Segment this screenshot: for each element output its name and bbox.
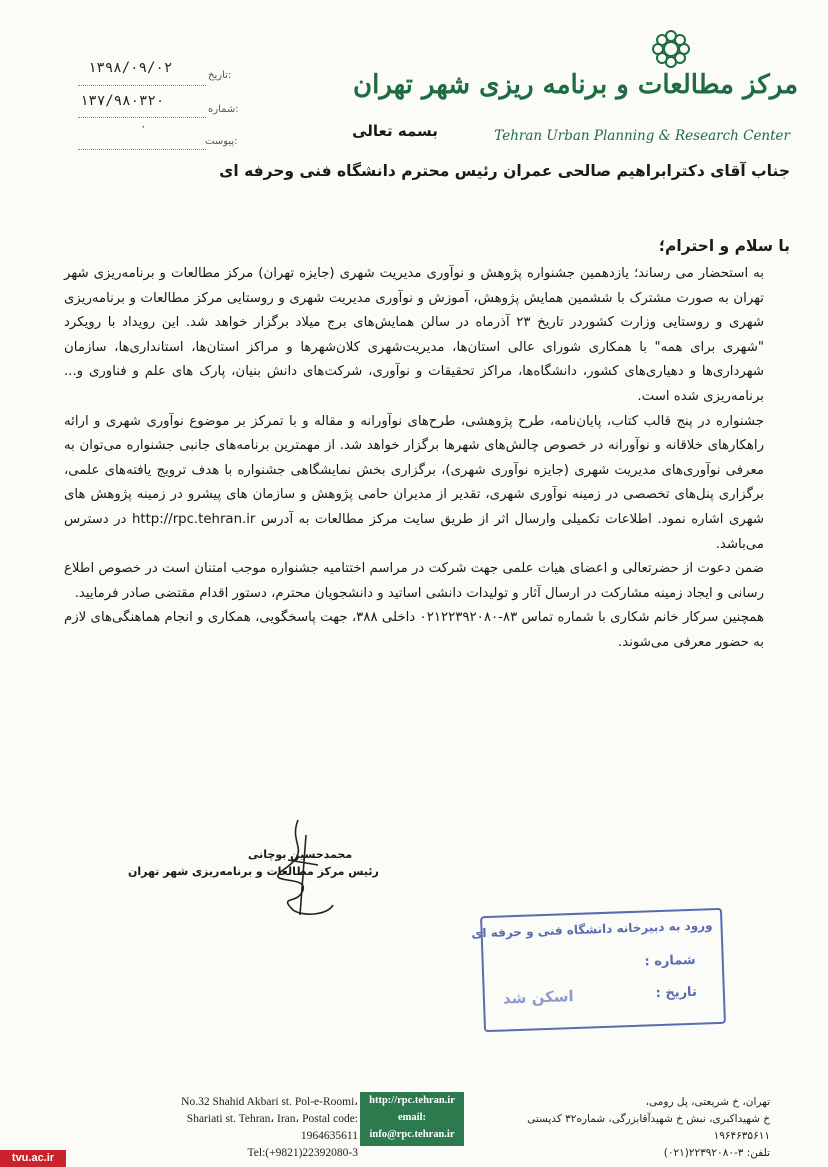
footer-en-line: Tel:(+9821)22392080-3	[247, 1147, 358, 1159]
site-watermark[interactable]: tvu.ac.ir	[0, 1150, 66, 1167]
footer-fa-line: تهران، خ شریعتی، پل رومی،	[645, 1096, 770, 1108]
stamp-title: ورود به دبیرخانه دانشگاه فنی و حرفه ای	[471, 918, 713, 941]
email-link[interactable]: info@rpc.tehran.ir	[369, 1129, 455, 1140]
footer-fa-line: خ شهیداکبری، نبش خ شهیدآقابزرگی، شماره۳۲ کدپستی ۱۹۶۴۶۳۵۶۱۱	[527, 1113, 770, 1142]
signer-name: محمدحسین بوچانی	[248, 848, 353, 861]
body-paragraph: ضمن دعوت از حضرتعالی و اعضای هیات علمی جهت شرکت در مراسم اختتامیه جشنواره موجب امتنان است در خصوص اطلاع رسانی و ایجاد زمینه مشارکت در ارسال آثار و تولیدات دانشی اساتید و دانشجویان محترم، دستور اقدام مقتضی صادر فرمایید.	[64, 561, 764, 601]
body-paragraph: به استحضار می رساند؛ یازدهمین جشنواره پژوهش و نوآوری مدیریت شهری (جایزه تهران) مرکز مطالعات و برنامه‌ریزی شهر تهران به صورت مشترک با ششمین همایش پژوهش، آموزش و نوآوری مدیریت شهری و روستایی مرکز مطالعات و برنامه‌ریزی شهری و روستایی وزارت کشوردر تاریخ ۲۳ آذرماه در سالن همایش‌های برج میلاد برگزار خواهد شد. این رویداد با رویکرد "شهری برای همه" با همکاری شورای عالی استان‌ها، مدیریت‌شهری کلان‌شهرها و مراکز استان‌ها، استانداری‌ها، سازمان شهرداری‌ها و دهیاری‌های کشور، دانشگاه‌ها، مراکز تحقیقات و نوآوری، شرکت‌های دانش بنیان، پارک های علم و فناوری و... برنامه‌ریزی شده است.	[64, 266, 765, 404]
stamp-scan-note: اسکن شد	[502, 987, 574, 1008]
number-value: ۱۳۷/۹۸۰۳۲۰	[80, 93, 165, 109]
date-dotted-line	[78, 84, 206, 86]
footer-contact-box	[360, 1092, 464, 1146]
date-label: تاریخ:	[208, 70, 232, 81]
footer-en-line: Shariati st. Tehran، Iran، Postal code: 1964635611	[186, 1113, 358, 1142]
date-value: ۱۳۹۸/۰۹/۰۲	[88, 60, 173, 76]
org-name-en: Tehran Urban Planning & Research Center	[494, 128, 790, 144]
receipt-stamp	[471, 908, 726, 1032]
letter-body	[64, 262, 764, 656]
signer-title: رئیس مرکز مطالعات و برنامه‌ریزی شهر تهران	[128, 865, 379, 878]
recipient-line: جناب آقای دکترابراهیم صالحی عمران رئیس محترم دانشگاه فنی وحرفه ای	[219, 162, 790, 180]
body-paragraph: همچنین سرکار خانم شکاری با شماره تماس ۸۳-۰۲۱۲۲۳۹۲۰۸۰ داخلی ۳۸۸، جهت پاسخگویی، همکاری و انجام هماهنگی‌های لازم به حضور معرفی می‌شوند.	[64, 610, 764, 650]
org-name-fa: مرکز مطالعات و برنامه ریزی شهر تهران	[353, 70, 798, 100]
footer-en-line: No.32 Shahid Akbari st. Pol-e-Roomi،	[181, 1096, 358, 1108]
footer-fa-line: تلفن: ۳-۲۲۳۹۲۰۸۰(۰۲۱)	[663, 1147, 770, 1159]
attachment-value: ۰	[140, 120, 147, 133]
website-link[interactable]: http://rpc.tehran.ir	[369, 1095, 455, 1106]
org-logo-icon	[650, 28, 692, 70]
body-paragraph: جشنواره در پنج قالب کتاب، پایان‌نامه، طرح پژوهشی، طرح‌های نوآورانه و مقاله و با تمرکز بر موضوع نوآوری شهری و ارائه راهکارهای خلاقانه و نوآورانه در خصوص چالش‌های شهرها برگزار خواهد شد. از مهمترین برنامه‌های جانبی جشنواره می‌توان به معرفی نوآوری‌های مدیریت شهری (جایزه نوآوری شهری)، برگزاری بخش نمایشگاهی جشنواره با هدف ترویج یافته‌های علمی، برگزاری پنل‌های تخصصی در زمینه نوآوری شهری، تقدیر از مدیران حامی پژوهش و سازمان های پیشرو در زمینه پژوهش های شهری اشاره نمود. اطلاعات تکمیلی وارسال اثر از طریق سایت مرکز مطالعات به آدرس http://rpc.tehran.ir در دسترس می‌باشد.	[64, 413, 764, 552]
attachment-label: پیوست:	[205, 136, 238, 147]
besmeh-heading: بسمه تعالی	[352, 122, 438, 140]
number-label: شماره:	[208, 104, 239, 115]
email-label: email:	[398, 1112, 426, 1123]
stamp-number-label: شماره :	[644, 952, 696, 970]
footer-address-fa	[470, 1094, 770, 1162]
greeting: با سلام و احترام؛	[658, 237, 790, 255]
footer-address-en	[150, 1094, 358, 1162]
attachment-dotted-line	[78, 148, 206, 150]
number-dotted-line	[78, 116, 206, 118]
handwritten-signature	[258, 815, 343, 920]
stamp-date-label: تاریخ :	[655, 984, 698, 1002]
